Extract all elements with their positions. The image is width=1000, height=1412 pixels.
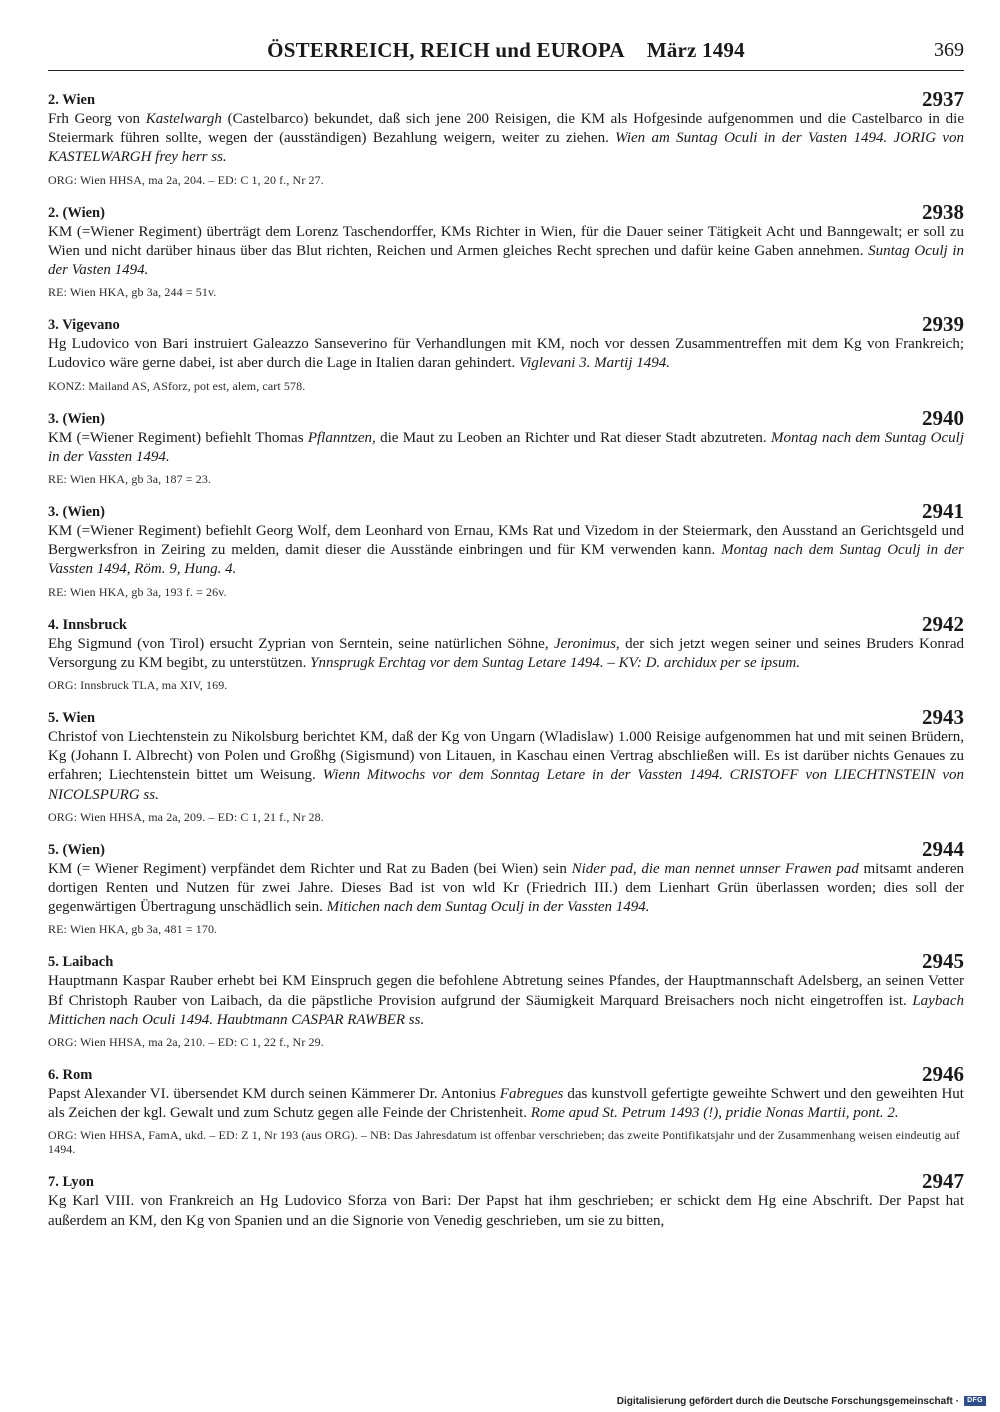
regest-entry: [48, 407, 964, 486]
entry-quote-italic: Montag nach dem Suntag Oculj in der Vassten 1494.: [48, 429, 964, 465]
entry-number: 2944: [922, 836, 964, 861]
regest-entry: [48, 1063, 964, 1156]
entries-list: [48, 88, 964, 1245]
entry-summary: [48, 972, 964, 1030]
entry-heading: [48, 201, 964, 223]
entry-source: KONZ: Mailand AS, ASforz, pot est, alem, cart 578.: [48, 378, 306, 393]
entry-text-segment: KM (=Wiener Regiment) befiehlt Georg Wolf, dem Leonhard von Ernau, KMs Rat und Vizedom in der Steiermark, den Ausstand an Gerichtsgeld und Bergwerksfron in Zeiring zu melden, damit dieser die Ausstände einbringen und für KM verwenden kann.: [48, 523, 964, 559]
entry-number: 2943: [922, 705, 964, 730]
entry-date-place: 3. Vigevano: [48, 317, 120, 334]
entry-summary: [48, 728, 964, 805]
entry-text-segment: KM (=Wiener Regiment) überträgt dem Lorenz Taschendorffer, KMs Richter in Wien, für die Dauer seiner Tätigkeit Acht und Banngewalt; er soll zu Wien und nicht darüber hinaus über das Blut richten, Reichen und Armen gleiches Recht sprechen und dafür keine Gaben annehmen.: [48, 223, 964, 259]
entry-heading: [48, 313, 964, 335]
entry-heading: [48, 613, 964, 635]
entry-quote-italic: Montag nach dem Suntag Oculj in der Vassten 1494, Röm. 9, Hung. 4.: [48, 542, 964, 578]
entry-summary: [48, 223, 964, 281]
entry-number: 2947: [922, 1169, 964, 1194]
entry-quote-italic: Kastelwargh: [145, 111, 222, 127]
entry-source: RE: Wien HKA, gb 3a, 481 = 170.: [48, 922, 218, 937]
entry-summary: [48, 1192, 964, 1230]
entry-text-segment: KM (=Wiener Regiment) befiehlt Thomas: [48, 429, 308, 446]
entry-heading: [48, 838, 964, 860]
regest-entry: [48, 838, 964, 937]
entry-source: ORG: Wien HHSA, FamA, ukd. – ED: Z 1, Nr 193 (aus ORG). – NB: Das Jahresdatum ist offenbar verschrieben; das zweite Pontifikatsjahr und der Zusammenhang weisen eindeutig auf 1494.: [48, 1128, 960, 1157]
entry-heading: [48, 1063, 964, 1085]
entry-text-segment: , die Maut zu Leoben an Richter und Rat dieser Stadt abzutreten.: [372, 429, 771, 446]
entry-summary: [48, 335, 964, 373]
entry-text-segment: Christof von Liechtenstein zu Nikolsburg berichtet KM, daß der Kg von Ungarn (Wladislaw) 1.000 Reisige aufgenommen hat und mit seinen Brüdern, Kg (Johann I. Albrecht) von Polen und Großhg (Sigismund) von Litauen, in Kaschau einen Vertrag abschließen will. Es ist darüber nichts Genaues zu erfahren; Liechtenstein bittet um Weisung.: [48, 729, 964, 784]
entry-number: 2940: [922, 405, 964, 430]
entry-number: 2937: [922, 87, 964, 111]
entry-number: 2946: [922, 1062, 964, 1087]
entry-heading: [48, 950, 964, 972]
entry-quote-italic: Jeronimus: [553, 635, 616, 652]
entry-text-segment: , der sich jetzt wegen seiner und seines Bruders Konrad Versorgung zu KM begibt, zu unterstützen.: [48, 635, 964, 671]
entry-source: RE: Wien HKA, gb 3a, 193 f. = 26v.: [48, 584, 227, 599]
entry-quote-italic: Suntag Oculj in der Vasten 1494.: [48, 242, 964, 279]
entry-heading: [48, 407, 964, 429]
entry-quote-italic: Nider pad, die man nennet unnser Frawen pad: [571, 860, 859, 877]
entry-number: 2939: [922, 312, 964, 337]
entry-date-place: 7. Lyon: [48, 1174, 94, 1191]
regest-entry: [48, 950, 964, 1049]
entry-date-place: 6. Rom: [48, 1067, 93, 1084]
entry-number: 2941: [922, 499, 964, 524]
entry-text-segment: Hauptmann Kaspar Rauber erhebt bei KM Einspruch gegen die befohlene Abtretung seines Pfandes, der Hauptmannschaft Adelsberg, an seinen Vetter Bf Christoph Rauber von Laibach, da die päpstliche Provision aufgrund der Säumigkeit Marquard Breisachers noch nicht eingetroffen ist.: [48, 973, 964, 1009]
entry-text-segment: Kg Karl VIII. von Frankreich an Hg Ludovico Sforza von Bari: Der Papst hat ihm geschrieben; er schickt dem Hg eine Abschrift. Der Papst hat außerdem an KM, den Kg von Spanien und an die Signorie von Venedig geschrieben, um sie zu bitten,: [48, 1193, 964, 1229]
entry-summary: [48, 110, 964, 168]
running-title-month: März 1494: [646, 38, 745, 62]
entry-quote-italic: Rome apud St. Petrum 1493 (!), pridie Nonas Martii, pont. 2.: [530, 1105, 899, 1122]
page-header: [48, 38, 964, 68]
entry-number: 2942: [922, 611, 964, 636]
entry-text-segment: Frh Georg von: [48, 111, 146, 127]
dfg-logo-icon: DFG: [964, 1396, 986, 1406]
regest-entry: [48, 706, 964, 824]
entry-date-place: 3. (Wien): [48, 410, 105, 427]
entry-text-segment: mitsamt anderen dortigen Renten und Nutzen für zwei Jahre. Dieses Bad ist von wld Kr (Friedrich III.) dem Lienhart Grün überlassen worden; dies soll der gegenwärtigen Übertragung unschädlich sein.: [48, 860, 964, 916]
footer-text: Digitalisierung gefördert durch die Deutsche Forschungsgemeinschaft ·: [616, 1395, 959, 1407]
entry-quote-italic: Laybach Mittichen nach Oculi 1494. Haubtmann CASPAR RAWBER ss.: [48, 992, 964, 1028]
entry-text-segment: das kunstvoll gefertigte geweihte Schwert und den geweihten Hut als Zeichen der kgl. Gewalt und zum Schutz gegen alle Feinde der Christenheit.: [48, 1086, 964, 1122]
entry-quote-italic: Viglevani 3. Martij 1494.: [519, 355, 671, 372]
entry-text-segment: Ehg Sigmund (von Tirol) ersucht Zyprian von Serntein, seine natürlichen Söhne,: [48, 635, 554, 652]
entry-quote-italic: Wien am Suntag Oculi in der Vasten 1494. JORIG von KASTELWARGH frey herr ss.: [48, 130, 964, 166]
entry-heading: [48, 1170, 964, 1192]
entry-quote-italic: Ynnsprugk Erchtag vor dem Suntag Letare 1494. – KV: D. archidux per se ipsum.: [310, 654, 800, 671]
entry-summary: [48, 860, 964, 918]
entry-date-place: 4. Innsbruck: [48, 616, 127, 633]
entry-source: ORG: Wien HHSA, ma 2a, 210. – ED: C 1, 22 f., Nr 29.: [48, 1035, 324, 1050]
entry-summary: [48, 429, 964, 467]
entry-quote-italic: Wienn Mitwochs vor dem Sonntag Letare in der Vassten 1494. CRISTOFF von LIECHTNSTEIN von NICOLSPURG ss.: [48, 767, 964, 803]
header-rule: [48, 70, 964, 71]
running-title: [48, 38, 964, 63]
entry-source: ORG: Wien HHSA, ma 2a, 209. – ED: C 1, 21 f., Nr 28.: [48, 809, 324, 824]
entry-date-place: 5. Wien: [48, 710, 96, 727]
entry-source: ORG: Innsbruck TLA, ma XIV, 169.: [48, 678, 228, 693]
regest-entry: [48, 88, 964, 187]
running-title-text: ÖSTERREICH, REICH und EUROPA: [267, 38, 625, 62]
entry-heading: [48, 500, 964, 522]
entry-source: ORG: Wien HHSA, ma 2a, 204. – ED: C 1, 20 f., Nr 27.: [48, 172, 324, 187]
entry-source: RE: Wien HKA, gb 3a, 187 = 23.: [48, 472, 212, 487]
entry-source: RE: Wien HKA, gb 3a, 244 = 51v.: [48, 285, 217, 300]
entry-summary: [48, 635, 964, 673]
entry-number: 2938: [922, 199, 964, 224]
entry-text-segment: KM (= Wiener Regiment) verpfändet dem Richter und Rat zu Baden (bei Wien) sein: [48, 860, 572, 877]
regest-entry: [48, 313, 964, 392]
regest-entry: [48, 613, 964, 692]
entry-date-place: 3. (Wien): [48, 504, 105, 521]
footer-credit: [617, 1394, 986, 1408]
entry-date-place: 5. (Wien): [48, 841, 105, 858]
regest-entry: [48, 500, 964, 599]
entry-text-segment: (Castelbarco) bekundet, daß sich jene 200 Reisigen, die KM als Hofgesinde aufgenommen und die Castelbarco in die Steiermark führen sollte, wegen der (ausständigen) Bezahlung weigern, weiter zu ziehen.: [48, 111, 964, 147]
page-number: 369: [934, 39, 964, 61]
entry-quote-italic: Pflanntzen: [307, 429, 373, 446]
entry-text-segment: Hg Ludovico von Bari instruiert Galeazzo Sanseverino für Verhandlungen mit KM, noch vor dessen Zusammentreffen mit dem Kg von Frankreich; Ludovico wäre gerne dabei, ist aber durch die Lage in Italien daran gehindert.: [48, 336, 964, 372]
entry-quote-italic: Fabregues: [499, 1086, 564, 1103]
entry-date-place: 5. Laibach: [48, 954, 114, 971]
entry-summary: [48, 1085, 964, 1123]
entry-summary: [48, 522, 964, 580]
entry-heading: [48, 88, 964, 110]
regest-entry: [48, 1170, 964, 1230]
entry-quote-italic: Mitichen nach dem Suntag Oculj in der Vassten 1494.: [326, 899, 650, 916]
entry-heading: [48, 706, 964, 728]
entry-text-segment: Papst Alexander VI. übersendet KM durch seinen Kämmerer Dr. Antonius: [48, 1086, 500, 1103]
entry-number: 2945: [922, 949, 964, 974]
entry-date-place: 2. (Wien): [48, 204, 105, 221]
regest-entry: [48, 201, 964, 300]
entry-date-place: 2. Wien: [48, 92, 96, 108]
